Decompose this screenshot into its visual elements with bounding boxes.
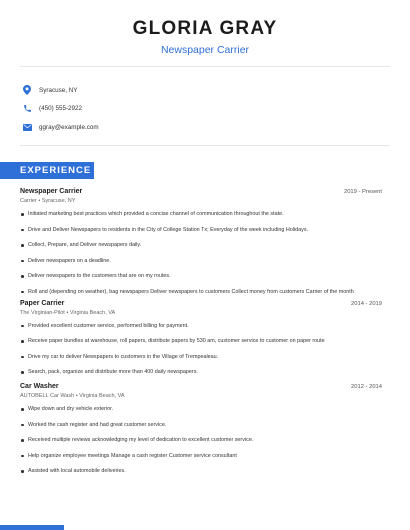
company-location: Virginia Beach, VA [79,393,125,399]
job-entry-title: Newspaper Carrier [20,188,83,195]
job-entry-employer [20,310,382,316]
bullet-item: Provided excellent customer service, performed billing for payment. [20,322,382,330]
contact-location [20,81,99,99]
job-title: Newspaper Carrier [160,44,250,56]
bullet-item: Help organize employee meetings Manage a cash register Customer service consultant [20,452,382,460]
bullet-item: Collect, Prepare, and Deliver newspapers daily. [20,241,382,249]
bullet-item: Assisted with local automobile deliveries. [20,467,382,475]
company-name: The Virginian-Pilot [20,309,65,316]
contact-email [20,118,99,136]
job-entry-title: Car Washer [20,383,59,390]
bullet-item: Deliver newspapers on a deadline. [20,257,382,265]
job-entry-title: Paper Carrier [20,299,65,307]
separator-dot: • [66,309,70,316]
job-entry-dates: 2019 - Present [343,189,382,195]
bullet-item: Drive and Deliver Newspapers to residents in the City of College Station Tx; Everyday of the week including Holidays. [20,226,382,234]
job-bullets [20,322,382,377]
job-bullets [20,210,382,296]
contact-divider [20,145,390,146]
next-section-heading-bar [0,525,64,530]
email-text: ggray@example.com [39,123,99,131]
job-bullets [20,405,382,475]
phone-icon [20,102,34,116]
company-name: AUTOBELL Car Wash [20,393,75,399]
separator-dot: • [38,198,42,204]
company-location: Virginia Beach, VA [69,309,116,316]
phone-text: (450) 555-2922 [39,105,83,112]
bullet-item: Wipe down and dry vehicle exterior. [20,405,382,413]
header-divider [20,66,390,67]
contact-phone [20,100,99,118]
job-entry [20,383,382,475]
experience-section-heading: EXPERIENCE [0,162,94,179]
separator-dot: • [75,393,80,399]
job-entry [20,188,382,296]
bullet-item: Worked the cash register and had great customer service. [20,421,382,429]
job-entry-dates: 2014 - 2019 [351,300,382,307]
mail-icon [20,120,34,134]
job-entry-employer [20,198,382,204]
job-entry-employer [20,393,382,399]
job-entry [20,300,382,377]
experience-list [20,188,382,475]
contact-list [20,81,99,137]
bullet-item: Initiated marketing best practices which provided a concise channel of communication throughout the state. [20,210,382,218]
company-location: Syracuse, NY [41,198,76,204]
bullet-item: Drive my car to deliver Newspapers to customers in the Village of Trempealeau. [20,353,382,361]
job-entry-dates: 2012 - 2014 [351,384,382,390]
bullet-item: Received multiple reviews acknowledging my level of dedication to excellent customer service. [20,436,382,444]
candidate-name: GLORIA GRAY [132,18,278,39]
location-pin-icon [20,83,34,97]
company-name: Carrier [20,198,37,204]
bullet-item: Receive paper bundles at warehouse, roll papers, distribute papers by 530 am, customer service to customer on paper route [20,337,382,345]
bullet-item: Search, pack, organize and distribute more than 400 daily newspapers. [20,368,382,376]
resume-header [0,0,410,56]
bullet-item: Deliver newspapers to the customers that are on my routes. [20,272,382,280]
bullet-item: Roll and (depending on weather), bag newspapers Deliver newspapers to customers Collect money from customers Carrier of the month [20,288,382,296]
location-text: Syracuse, NY [39,86,78,94]
